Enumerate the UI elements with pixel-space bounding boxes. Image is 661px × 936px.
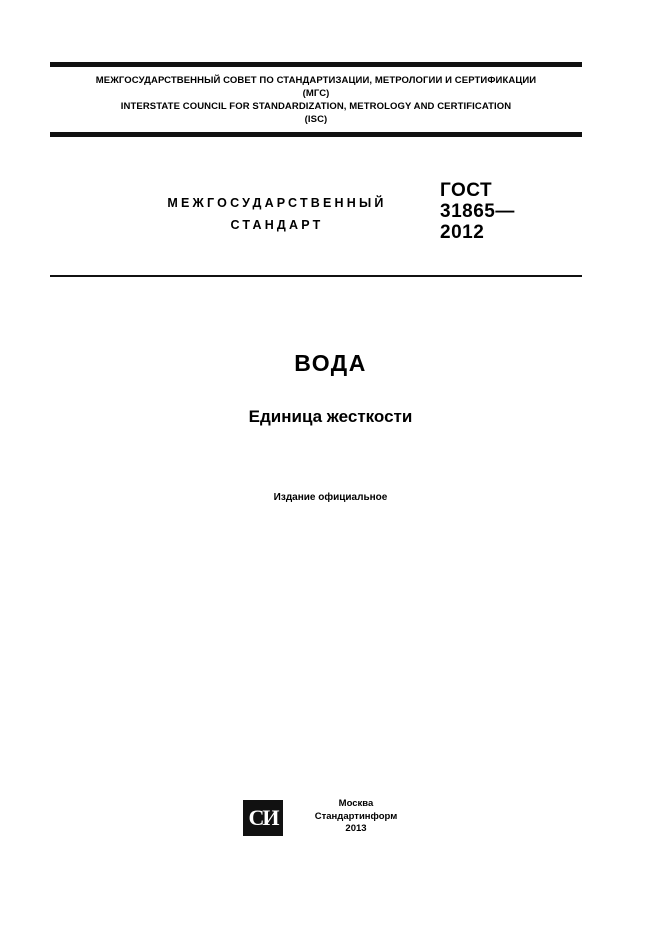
standard-type-line-2: СТАНДАРТ (230, 218, 324, 232)
council-line-en-2: (ISC) (304, 114, 328, 125)
standard-type-line-1: МЕЖГОСУДАРСТВЕННЫЙ (167, 196, 387, 210)
publisher-year: 2013 (345, 823, 367, 834)
council-header-block (50, 62, 582, 137)
council-header-text (50, 67, 582, 132)
header-bottom-rule (50, 132, 582, 137)
publisher-footer (0, 798, 661, 852)
standard-designation-row (50, 178, 582, 270)
standard-number-year: 2012 (440, 222, 485, 243)
standartinform-logo-icon (243, 800, 283, 836)
council-line-ru-1: МЕЖГОСУДАРСТВЕННЫЙ СОВЕТ ПО СТАНДАРТИЗАЦИИ, МЕТРОЛОГИИ И СЕРТИФИКАЦИИ (95, 75, 537, 86)
standard-type-label (112, 192, 442, 236)
council-line-en-1: INTERSTATE COUNCIL FOR STANDARDIZATION, METROLOGY AND CERTIFICATION (120, 101, 512, 112)
publisher-city: Москва (338, 798, 374, 809)
page-title: ВОДА (294, 350, 367, 376)
standard-number-prefix: ГОСТ (440, 180, 493, 201)
page-subtitle: Единица жесткости (248, 407, 413, 426)
edition-note: Издание официальное (273, 492, 388, 503)
council-line-ru-2: (МГС) (302, 88, 330, 99)
standard-number-value: 31865— (440, 201, 515, 222)
publisher-block (243, 798, 423, 846)
designation-underline-rule (50, 275, 582, 277)
publisher-name: Стандартинформ (314, 810, 398, 822)
publisher-text (291, 798, 421, 836)
standard-number (440, 180, 580, 243)
logo-glyph: СИ (248, 805, 278, 830)
